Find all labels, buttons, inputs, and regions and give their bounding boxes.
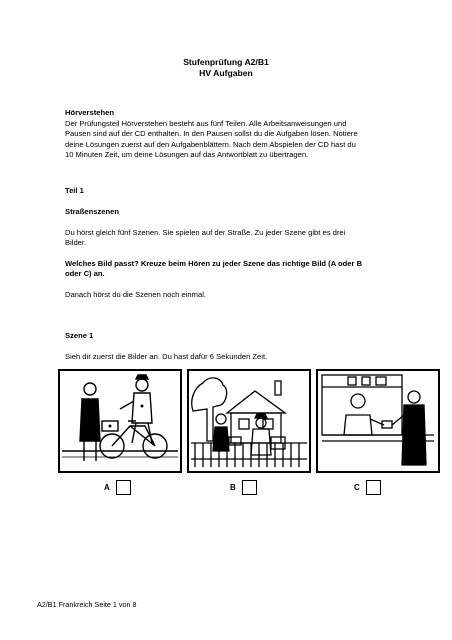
- intro-line: Pausen sind auf der CD enthalten. In den Pausen sollst du die Aufgaben lösen. Notiere: [65, 129, 358, 139]
- teil-question-line: Welches Bild passt? Kreuze beim Hören zu jeder Szene das richtige Bild (A oder B: [65, 259, 363, 268]
- page-title: Stufenprüfung A2/B1: [183, 57, 269, 67]
- intro-text: [65, 119, 400, 161]
- option-a-checkbox[interactable]: [116, 480, 131, 495]
- page-subtitle: HV Aufgaben: [199, 68, 253, 78]
- post-office-counter-illustration: [318, 371, 438, 471]
- szene-instruction: Sieh dir zuerst die Bilder an. Du hast dafür 6 Sekunden Zeit.: [65, 352, 268, 361]
- picture-b: [187, 369, 311, 473]
- mailman-house-garden-illustration: [189, 371, 309, 471]
- teil-question: [65, 259, 400, 280]
- teil-repeat-note: Danach hörst du die Szenen noch einmal.: [65, 290, 206, 299]
- option-a: [104, 478, 131, 496]
- szene-label: Szene 1: [65, 331, 94, 340]
- teil-heading: Straßenszenen: [65, 207, 120, 216]
- option-c: [354, 478, 381, 496]
- option-a-label: A: [104, 482, 110, 492]
- page-footer: A2/B1 Frankreich Seite 1 von 8: [37, 600, 137, 609]
- teil-description-line: Bilder.: [65, 238, 87, 248]
- teil-description-line: Du hörst gleich fünf Szenen. Sie spielen auf der Straße. Zu jeder Szene gibt es drei: [65, 228, 346, 237]
- section-heading-hoerverstehen: Hörverstehen: [65, 108, 114, 117]
- intro-line: Der Prüfungsteil Hörverstehen besteht aus fünf Teilen. Alle Arbeitsanweisungen und: [65, 119, 347, 128]
- intro-line: 10 Minuten Zeit, um deine Lösungen auf das Antwortblatt zu übertragen.: [65, 150, 309, 160]
- mailman-bicycle-illustration: [60, 371, 180, 471]
- teil-question-line: oder C) an.: [65, 269, 105, 279]
- picture-c: [316, 369, 440, 473]
- teil-description: [65, 228, 400, 249]
- option-b-label: B: [230, 482, 236, 492]
- option-b: [230, 478, 257, 496]
- teil-label: Teil 1: [65, 186, 84, 195]
- picture-a: [58, 369, 182, 473]
- option-c-checkbox[interactable]: [366, 480, 381, 495]
- option-b-checkbox[interactable]: [242, 480, 257, 495]
- intro-line: deine Lösungen zuerst auf den Aufgabenblättern. Nach dem Abspielen der CD hast du: [65, 139, 356, 149]
- option-c-label: C: [354, 482, 360, 492]
